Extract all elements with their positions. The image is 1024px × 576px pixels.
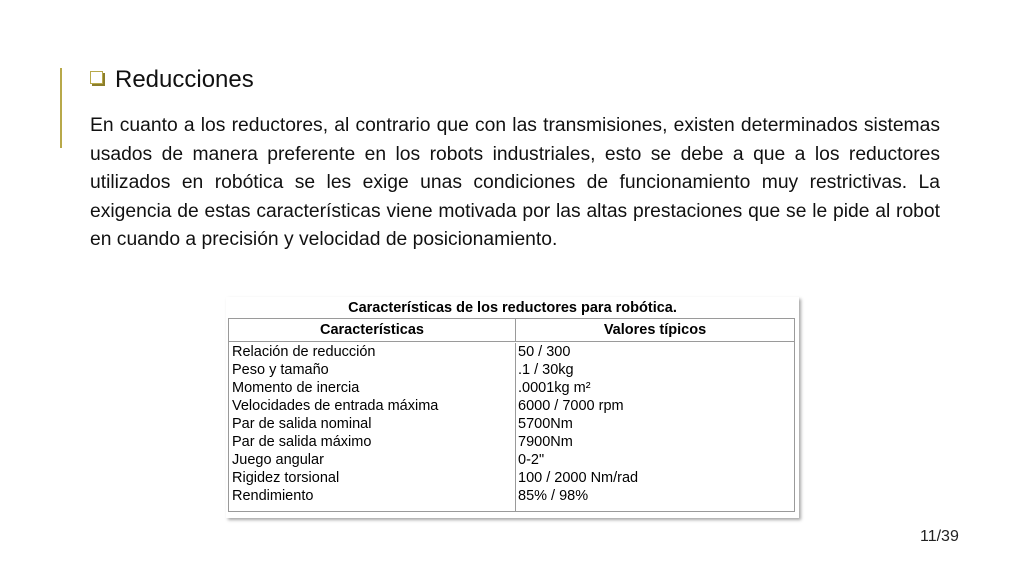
table-cell-characteristic: Rigidez torsional [232,470,340,486]
heading-text: Reducciones [115,66,254,93]
checkbox-bullet-icon [90,71,103,84]
table-row [229,397,794,415]
table-cell-value: 50 / 300 [518,344,571,360]
table-row [229,469,794,487]
table-header-row [229,319,794,342]
table-row [229,487,794,505]
table-cell-characteristic: Relación de reducción [232,344,376,360]
table-cell-characteristic: Velocidades de entrada máxima [232,398,439,414]
table-cell-value: 7900Nm [518,434,573,450]
table-cell-characteristic: Peso y tamaño [232,362,329,378]
table-row [229,361,794,379]
table-row [229,343,794,361]
body-paragraph: En cuanto a los reductores, al contrario que con las transmisiones, existen determinados sistemas usados de manera preferente en los robots industriales, esto se debe a que a los reductores utilizados en robótica se les exige unas condiciones de funcionamiento muy restrictivas. La exigencia de estas características viene motivada por las altas prestaciones que se le pide al robot en cuando a precisión y velocidad de posicionamiento. [90,115,940,251]
table-cell-value: 85% / 98% [518,488,589,504]
table-cell-characteristic: Momento de inercia [232,380,360,396]
table-row [229,415,794,433]
table-cell-value: 100 / 2000 Nm/rad [518,470,639,486]
table-cell-value: 5700Nm [518,416,573,432]
table-cell-characteristic: Par de salida nominal [232,416,372,432]
table-caption: Características de los reductores para robótica. [348,300,677,316]
table-row [229,379,794,397]
page-number: 11/39 [920,528,959,545]
table-cell-value: .1 / 30kg [518,362,574,378]
table-cell-value: 6000 / 7000 rpm [518,398,624,414]
characteristics-table [226,297,799,518]
section-heading [90,64,254,96]
table-frame [228,318,795,512]
accent-bar [60,68,62,148]
table-row [229,451,794,469]
table-cell-characteristic: Par de salida máximo [232,434,372,450]
table-cell-characteristic: Juego angular [232,452,324,468]
table-row [229,433,794,451]
table-header-typical-values: Valores típicos [603,322,707,338]
table-cell-value: .0001kg m² [518,380,591,396]
table-header-characteristics: Características [229,319,516,341]
table-body [229,343,794,511]
table-cell-value: 0-2" [518,452,545,468]
table-cell-characteristic: Rendimiento [232,488,314,504]
